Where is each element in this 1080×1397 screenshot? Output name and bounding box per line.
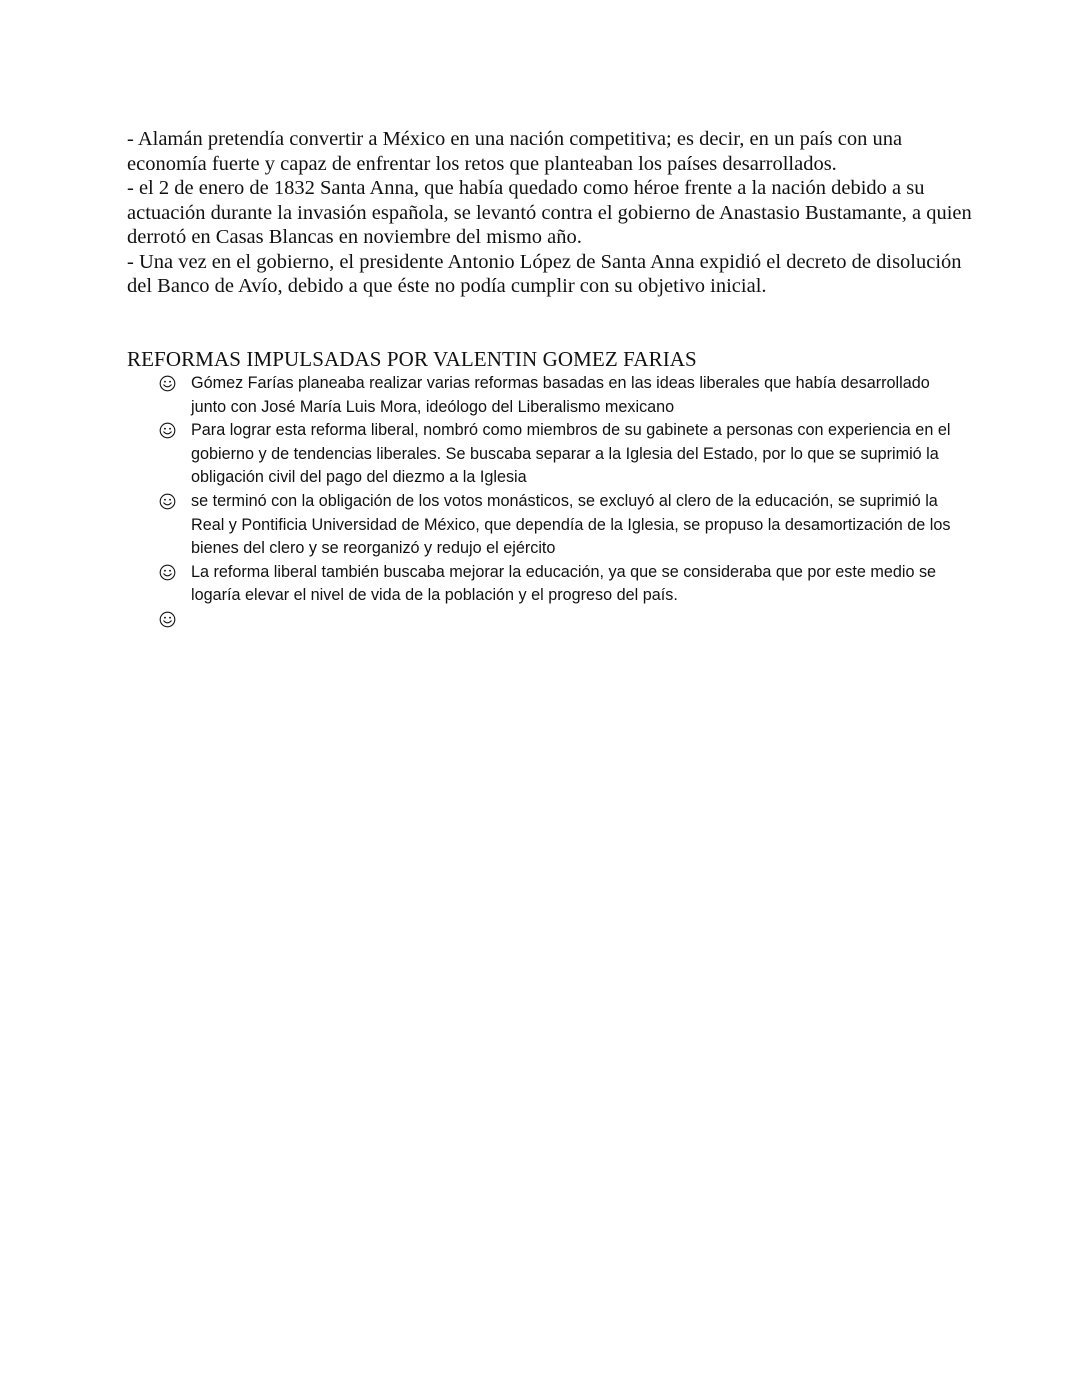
- list-item: [157, 372, 957, 419]
- list-item-text: Para lograr esta reforma liberal, nombró como miembros de su gabinete a personas con experiencia en el gobierno y de tendencias liberales. Se buscaba separar a la Iglesia del Estado, por lo que se suprimió la obligación civil del pago del diezmo a la Iglesia: [191, 421, 951, 487]
- smiley-face-icon: [159, 422, 176, 439]
- list-item-text: La reforma liberal también buscaba mejorar la educación, ya que se consideraba que por este medio se logaría elevar el nivel de vida de la población y el progreso del país.: [191, 562, 937, 605]
- paragraph-santa-anna-uprising: - el 2 de enero de 1832 Santa Anna, que había quedado como héroe frente a la nación debido a su actuación durante la invasión española, se levantó contra el gobierno de Anastasio Bustamante, a quien derrotó en Casas Blancas en noviembre del mismo año.: [127, 177, 977, 248]
- list-item-text: Gómez Farías planeaba realizar varias reformas basadas en las ideas liberales que había desarrollado junto con José María Luis Mora, ideólogo del Liberalismo mexicano: [191, 374, 930, 416]
- paragraph-banco-de-avio: - Una vez en el gobierno, el presidente Antonio López de Santa Anna expidió el decreto de disolución del Banco de Avío, debido a que éste no podía cumplir con su objetivo inicial.: [127, 250, 967, 297]
- list-item: [157, 490, 957, 561]
- reform-bullet-list: [157, 372, 957, 632]
- smiley-face-icon: [159, 611, 176, 628]
- list-item: [157, 419, 957, 490]
- list-item: [157, 561, 957, 608]
- intro-paragraphs: [127, 127, 977, 299]
- smiley-face-icon: [159, 564, 176, 581]
- smiley-face-icon: [159, 493, 176, 510]
- list-item-text: se terminó con la obligación de los votos monásticos, se excluyó al clero de la educación, se suprimió la Real y Pontificia Universidad de México, que dependía de la Iglesia, se propuso la desamortización de los bienes del clero y se reorganizó y redujo el ejército: [191, 491, 951, 558]
- smiley-face-icon: [159, 375, 176, 392]
- section-heading: REFORMAS IMPULSADAS POR VALENTIN GOMEZ FARIAS: [127, 347, 697, 371]
- paragraph-alaman: - Alamán pretendía convertir a México en una nación competitiva; es decir, en un país con una economía fuerte y capaz de enfrentar los retos que planteaban los países desarrollados.: [127, 128, 908, 175]
- list-item-empty: [157, 608, 957, 632]
